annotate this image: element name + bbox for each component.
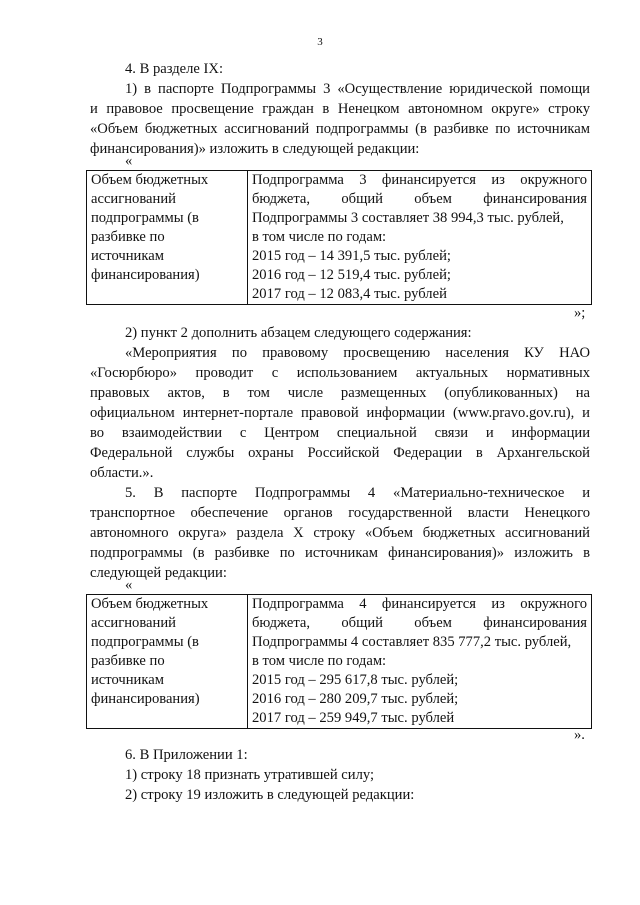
table-label-cell: Объем бюджетных ассигнований подпрограммы (в разбивке по источникам финансирования) — [87, 171, 248, 305]
paragraph-line: автономного округа» раздела X строку «Объем бюджетных ассигнований — [90, 525, 590, 541]
open-quote: « — [125, 153, 133, 169]
paragraph-line: «Госюрбюро» проводит с использованием актуальных нормативных — [90, 365, 590, 381]
table-label-cell: Объем бюджетных ассигнований подпрограммы (в разбивке по источникам финансирования) — [87, 595, 248, 729]
paragraph-line: во взаимодействии с Центром специальной связи и информации — [90, 425, 590, 441]
budget-table-program-4 — [86, 594, 592, 729]
list-item: 1) строку 18 признать утратившей силу; — [125, 767, 375, 783]
budget-table-program-3 — [86, 170, 592, 305]
section-6-heading: 6. В Приложении 1: — [125, 747, 248, 763]
paragraph-line: правовых актов, в том числе размещенных (опубликованных) на — [90, 385, 590, 401]
section-4-heading: 4. В разделе IX: — [125, 61, 224, 77]
paragraph-line: 1) в паспорте Подпрограммы 3 «Осуществление юридической помощи — [125, 81, 590, 97]
close-quote: »; — [574, 305, 586, 321]
close-quote: ». — [574, 727, 585, 743]
paragraph-line: транспортное обеспечение органов государственной власти Ненецкого — [90, 505, 590, 521]
paragraph-line: «Объем бюджетных ассигнований подпрограммы (в разбивке по источникам — [90, 121, 590, 137]
section-5-line: 5. В паспорте Подпрограммы 4 «Материально-техническое и — [125, 485, 590, 501]
paragraph-line: Федеральной службы охраны Российской Федерации в Архангельской — [90, 445, 590, 461]
table-value-cell: Подпрограмма 4 финансируется из окружного бюджета, общий объем финансирования Подпрограммы 4 составляет 835 777,2 тыс. рублей, в том числе по годам: 2015 год – 295 617,8 тыс. рублей; 2016 год – 280 209,7 тыс. рублей; 2017 год – 259 949,7 тыс. рублей — [248, 595, 592, 729]
page-number: 3 — [317, 36, 323, 48]
paragraph-line: и правовое просвещение граждан в Ненецком автономном округе» строку — [90, 101, 590, 117]
paragraph-line: подпрограммы (в разбивке по источникам финансирования)» изложить в — [90, 545, 590, 561]
list-item: 2) строку 19 изложить в следующей редакции: — [125, 787, 415, 803]
paragraph-line: финансирования)» изложить в следующей редакции: — [90, 141, 420, 157]
paragraph-line: области.». — [90, 465, 154, 481]
paragraph-line: «Мероприятия по правовому просвещению населения КУ НАО — [125, 345, 590, 361]
paragraph-line: следующей редакции: — [90, 565, 227, 581]
table-value-cell: Подпрограмма 3 финансируется из окружного бюджета, общий объем финансирования Подпрограммы 3 составляет 38 994,3 тыс. рублей, в том числе по годам: 2015 год – 14 391,5 тыс. рублей; 2016 год – 12 519,4 тыс. рублей; 2017 год – 12 083,4 тыс. рублей — [248, 171, 592, 305]
paragraph-line: официальном интернет-портале правовой информации (www.pravo.gov.ru), и — [90, 405, 590, 421]
paragraph-line: 2) пункт 2 дополнить абзацем следующего содержания: — [125, 325, 472, 341]
open-quote: « — [125, 577, 133, 593]
